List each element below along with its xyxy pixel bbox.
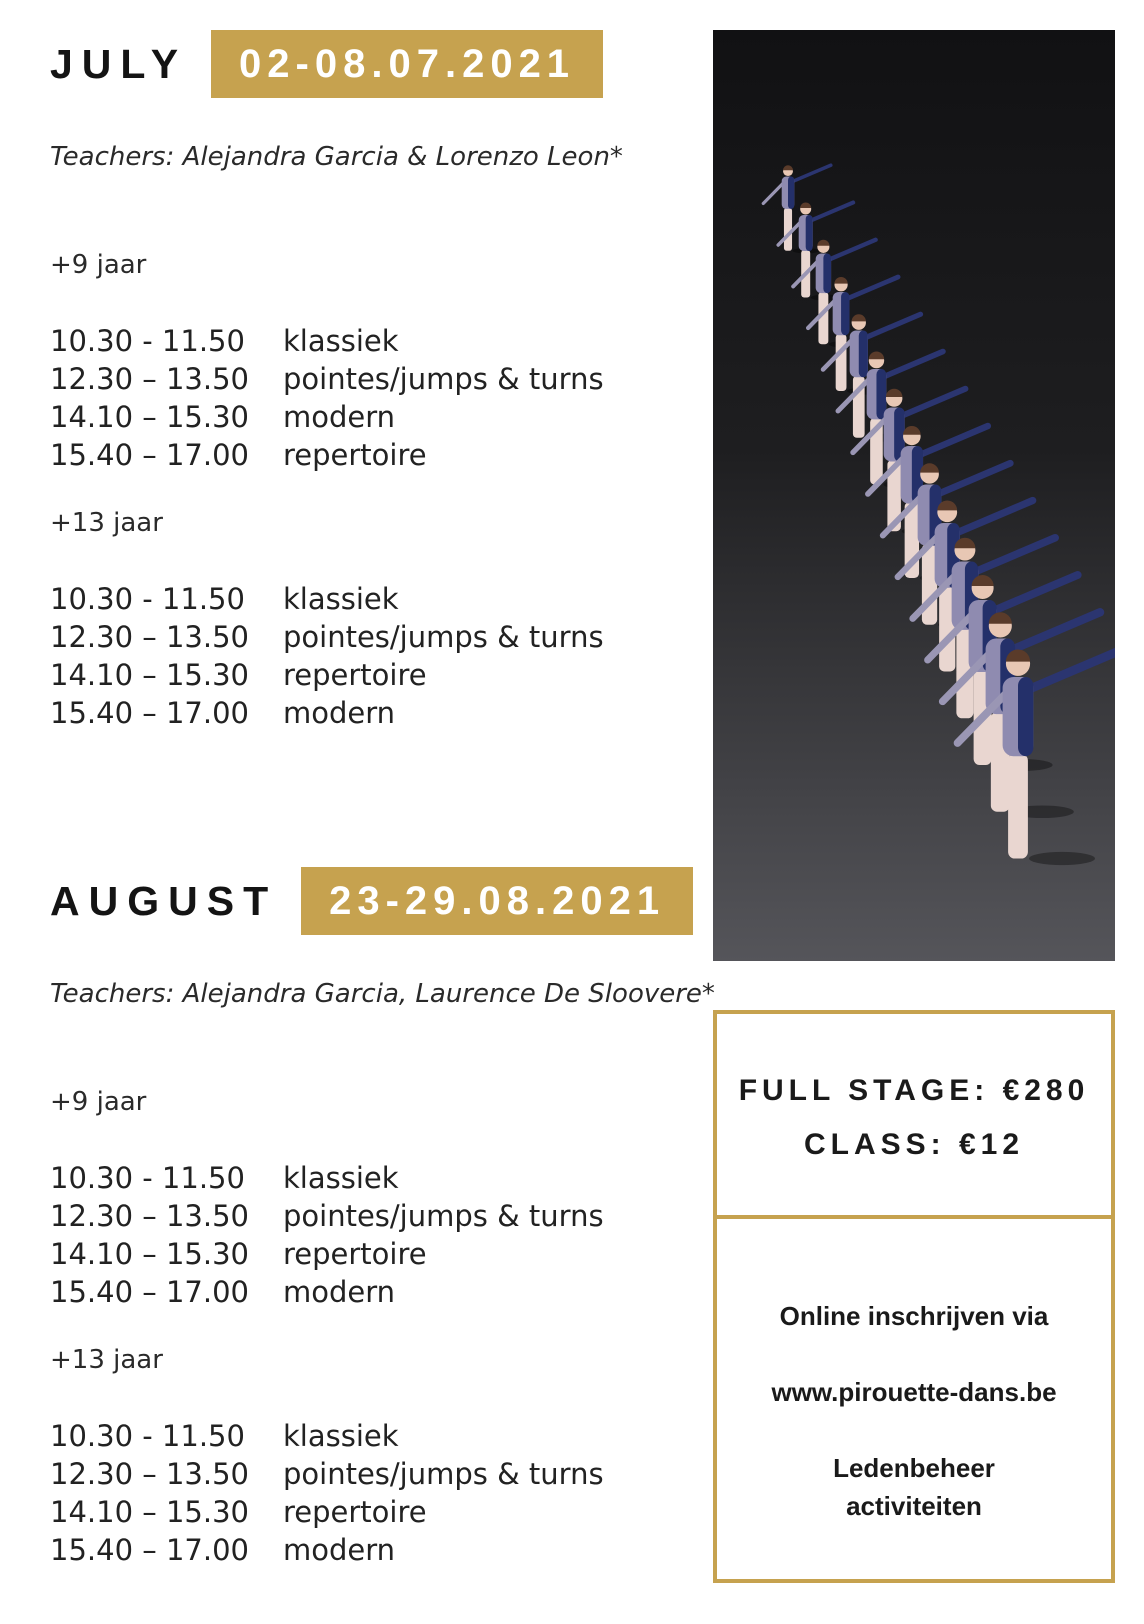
schedule-row <box>50 580 623 618</box>
class-name: modern <box>283 1275 396 1309</box>
teachers-line: Teachers: Alejandra Garcia, Laurence De Sloovere* <box>50 979 715 1009</box>
age-group <box>50 508 623 732</box>
schedule-row <box>50 360 623 398</box>
schedule-list <box>50 1159 715 1311</box>
schedule-row <box>50 322 623 360</box>
schedule-row <box>50 694 623 732</box>
schedule-row <box>50 1197 715 1235</box>
dancers-illustration <box>713 30 1115 961</box>
time-slot: 15.40 – 17.00 <box>50 1533 249 1567</box>
august-heading <box>50 867 715 935</box>
class-name: pointes/jumps & turns <box>283 1199 604 1233</box>
schedule-row <box>50 1273 715 1311</box>
schedule-row <box>50 1417 715 1455</box>
schedule-row <box>50 398 623 436</box>
month-title: AUGUST <box>50 877 278 924</box>
july-section <box>50 30 623 732</box>
schedule-row <box>50 1235 715 1273</box>
class-name: repertoire <box>283 438 427 472</box>
date-range-badge: 23-29.08.2021 <box>301 867 693 935</box>
time-slot: 14.10 – 15.30 <box>50 1495 249 1529</box>
class-name: repertoire <box>283 1495 427 1529</box>
age-label: +13 jaar <box>50 1345 163 1375</box>
date-range-badge: 02-08.07.2021 <box>211 30 603 98</box>
time-slot: 14.10 – 15.30 <box>50 658 249 692</box>
schedule-list <box>50 580 623 732</box>
signup-intro: Online inschrijven via <box>779 1301 1049 1331</box>
time-slot: 10.30 - 11.50 <box>50 324 245 358</box>
schedule-row <box>50 1531 715 1569</box>
schedule-row <box>50 1493 715 1531</box>
age-label: +9 jaar <box>50 250 147 280</box>
signup-url-link[interactable]: www.pirouette-dans.be <box>771 1377 1057 1407</box>
class-price: CLASS: €12 <box>803 1128 1025 1161</box>
pricing-box <box>713 1010 1115 1219</box>
age-group <box>50 250 623 474</box>
class-name: modern <box>283 400 396 434</box>
time-slot: 14.10 – 15.30 <box>50 1237 249 1271</box>
time-slot: 12.30 – 13.50 <box>50 1199 249 1233</box>
time-slot: 12.30 – 13.50 <box>50 1457 249 1491</box>
schedule-row <box>50 436 623 474</box>
time-slot: 10.30 - 11.50 <box>50 1161 245 1195</box>
time-slot: 15.40 – 17.00 <box>50 696 249 730</box>
class-name: pointes/jumps & turns <box>283 1457 604 1491</box>
schedule-list <box>50 322 623 474</box>
teachers-line: Teachers: Alejandra Garcia & Lorenzo Leon* <box>50 142 623 172</box>
time-slot: 15.40 – 17.00 <box>50 1275 249 1309</box>
signup-platform-line1: Ledenbeheer <box>833 1453 995 1483</box>
class-name: modern <box>283 696 396 730</box>
age-group <box>50 1345 715 1569</box>
age-label: +9 jaar <box>50 1087 147 1117</box>
time-slot: 12.30 – 13.50 <box>50 362 249 396</box>
dancers-photo <box>713 30 1115 961</box>
schedule-row <box>50 1455 715 1493</box>
class-name: modern <box>283 1533 396 1567</box>
age-group <box>50 1087 715 1311</box>
time-slot: 12.30 – 13.50 <box>50 620 249 654</box>
class-name: klassiek <box>283 1419 399 1453</box>
class-name: klassiek <box>283 1161 399 1195</box>
full-stage-price: FULL STAGE: €280 <box>738 1074 1090 1107</box>
schedule-row <box>50 656 623 694</box>
time-slot: 10.30 - 11.50 <box>50 582 245 616</box>
class-name: pointes/jumps & turns <box>283 362 604 396</box>
schedule-row <box>50 618 623 656</box>
july-heading <box>50 30 623 98</box>
class-name: pointes/jumps & turns <box>283 620 604 654</box>
schedule-row <box>50 1159 715 1197</box>
time-slot: 15.40 – 17.00 <box>50 438 249 472</box>
time-slot: 10.30 - 11.50 <box>50 1419 245 1453</box>
class-name: klassiek <box>283 582 399 616</box>
class-name: repertoire <box>283 658 427 692</box>
class-name: repertoire <box>283 1237 427 1271</box>
signup-platform-line2: activiteiten <box>846 1491 982 1521</box>
age-label: +13 jaar <box>50 508 163 538</box>
signup-box <box>713 1219 1115 1583</box>
class-name: klassiek <box>283 324 399 358</box>
month-title: JULY <box>50 40 188 87</box>
time-slot: 14.10 – 15.30 <box>50 400 249 434</box>
august-section <box>50 867 715 1569</box>
schedule-list <box>50 1417 715 1569</box>
